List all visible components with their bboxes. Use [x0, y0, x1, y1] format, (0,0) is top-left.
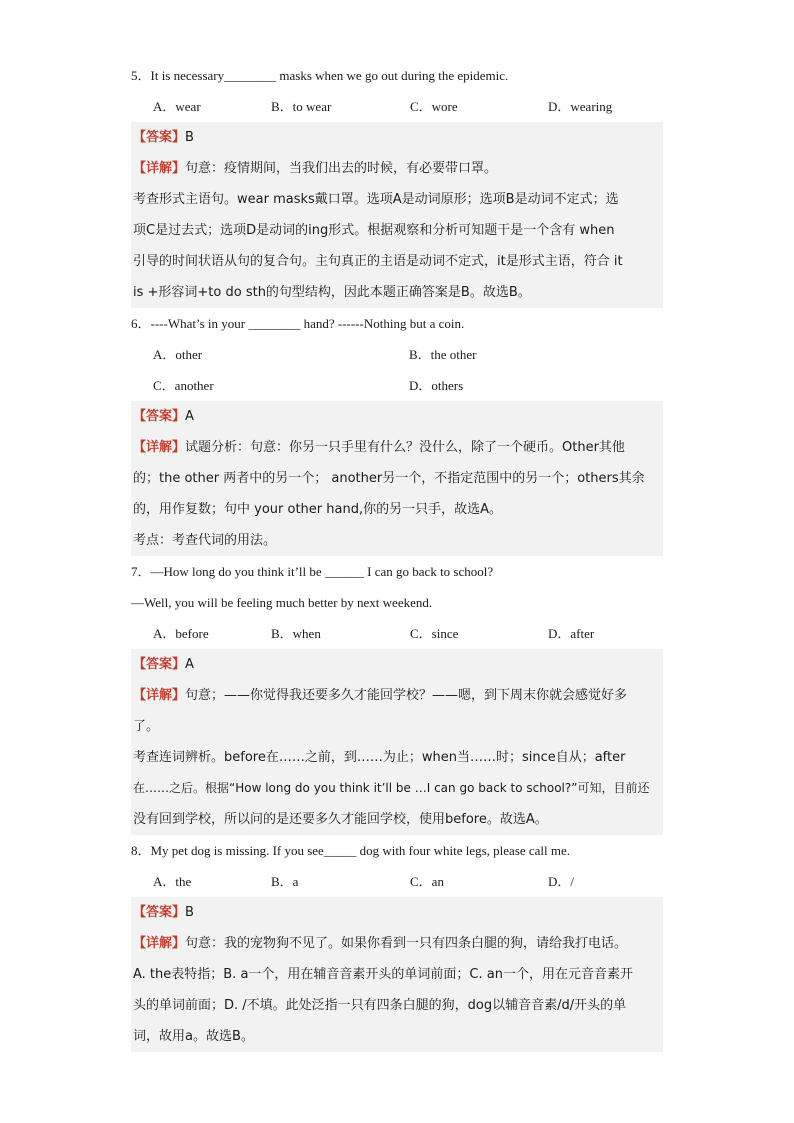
question-5-answer-block	[131, 122, 663, 308]
q7-answer-line	[133, 649, 661, 680]
q6-detail-line-2: 的；the other 两者中的另一个； another另一个，不指定范围中的另一个；others其余	[133, 471, 645, 486]
question-6-options-row-1	[131, 339, 663, 370]
q5-detail-line-4: 引导的时间状语从句的复合句。主句真正的主语是动词不定式，it是形式主语，符合 it	[133, 254, 623, 269]
question-6-stem: 6．----What’s in your ________ hand? ------Nothing but a coin.	[131, 316, 465, 331]
question-8-answer-block	[131, 897, 663, 1052]
detail-tag: 【详解】	[133, 936, 186, 951]
q6-answer-line	[133, 401, 661, 432]
answer-tag: 【答案】	[133, 905, 186, 920]
q7-detail-line-2: 了。	[133, 719, 160, 734]
q7-option-d: D．after	[548, 626, 595, 641]
q7-detail-line-4: 在……之后。根据“How long do you think it’ll be …I can go back to school?”可知，目前还	[133, 781, 650, 795]
q7-detail-line-3: 考查连词辨析。before在……之前，到……为止；when当……时；since自从；after	[133, 750, 626, 765]
detail-tag: 【详解】	[133, 688, 186, 703]
question-7-stem-1: 7．—How long do you think it’ll be ______ I can go back to school?	[131, 564, 494, 579]
q5-detail-line-5: is +形容词+to do sth的句型结构，因此本题正确答案是B。故选B。	[133, 285, 531, 300]
q8-option-a: A．the	[153, 874, 192, 889]
q8-detail-line-1	[133, 928, 661, 959]
question-5-stem: 5．It is necessary________ masks when we go out during the epidemic.	[131, 68, 509, 83]
q7-option-a: A．before	[153, 626, 209, 641]
q5-option-d: D．wearing	[548, 99, 613, 114]
question-6-answer-block	[131, 401, 663, 556]
q7-detail-line-5: 没有回到学校，所以问的是还要多久才能回学校，使用before。故选A。	[133, 812, 548, 827]
detail-tag: 【详解】	[133, 440, 186, 455]
q6-detail-line-4: 考点：考查代词的用法。	[133, 533, 277, 548]
q7-detail-line-1	[133, 680, 661, 711]
q6-option-c: C．another	[153, 378, 214, 393]
q5-answer-line	[133, 122, 661, 153]
q8-detail-text-1: 句意：我的宠物狗不见了。如果你看到一只有四条白腿的狗，请给我打电话。	[185, 936, 628, 951]
q7-answer-value: A	[185, 657, 194, 672]
q6-detail-line-1	[133, 432, 661, 463]
q8-option-d: D．/	[548, 874, 575, 889]
question-8-options	[131, 866, 663, 897]
q8-answer-value: B	[185, 905, 194, 920]
answer-tag: 【答案】	[133, 657, 186, 672]
q6-detail-line-3: 的，用作复数；句中 your other hand,你的另一只手，故选A。	[133, 502, 502, 517]
answer-tag: 【答案】	[133, 409, 186, 424]
q5-detail-line-2: 考查形式主语句。wear masks戴口罩。选项A是动词原形；选项B是动词不定式；选	[133, 192, 619, 207]
question-6-options-row-2	[131, 370, 663, 401]
q5-detail-text-1: 句意：疫情期间，当我们出去的时候，有必要带口罩。	[185, 161, 498, 176]
question-5-options	[131, 91, 663, 122]
q5-option-b: B．to wear	[271, 99, 332, 114]
q8-detail-line-2: A. the表特指；B. a一个，用在辅音音素开头的单词前面；C. an一个，用在元音音素开	[133, 967, 633, 982]
q5-option-c: C．wore	[410, 99, 458, 114]
worksheet-page	[131, 60, 663, 1052]
question-8-stem: 8．My pet dog is missing. If you see_____ dog with four white legs, please call me.	[131, 843, 571, 858]
q7-option-b: B．when	[271, 626, 321, 641]
q8-detail-line-4: 词，故用a。故选B。	[133, 1029, 254, 1044]
q6-option-b: B．the other	[409, 347, 477, 362]
q7-option-c: C．since	[410, 626, 459, 641]
q6-option-a: A．other	[153, 347, 203, 362]
q8-answer-line	[133, 897, 661, 928]
q5-answer-value: B	[185, 130, 194, 145]
question-7-answer-block	[131, 649, 663, 835]
q5-detail-line-3: 项C是过去式；选项D是动词的ing形式。根据观察和分析可知题干是一个含有 when	[133, 223, 615, 238]
detail-tag: 【详解】	[133, 161, 186, 176]
answer-tag: 【答案】	[133, 130, 186, 145]
question-7-options	[131, 618, 663, 649]
question-7-stem-2: —Well, you will be feeling much better by next weekend.	[131, 595, 433, 610]
q8-detail-line-3: 头的单词前面；D. /不填。此处泛指一只有四条白腿的狗，dog以辅音音素/d/开头的单	[133, 998, 627, 1013]
q8-option-c: C．an	[410, 874, 444, 889]
q8-option-b: B．a	[271, 874, 299, 889]
q7-detail-text-1: 句意；——你觉得我还要多久才能回学校？——嗯，到下周末你就会感觉好多	[185, 688, 628, 703]
q5-detail-line-1	[133, 153, 661, 184]
q6-option-d: D．others	[409, 378, 464, 393]
q6-detail-text-1: 试题分析：句意：你另一只手里有什么？没什么，除了一个硬币。Other其他	[185, 440, 625, 455]
q5-option-a: A．wear	[153, 99, 201, 114]
q6-answer-value: A	[185, 409, 194, 424]
